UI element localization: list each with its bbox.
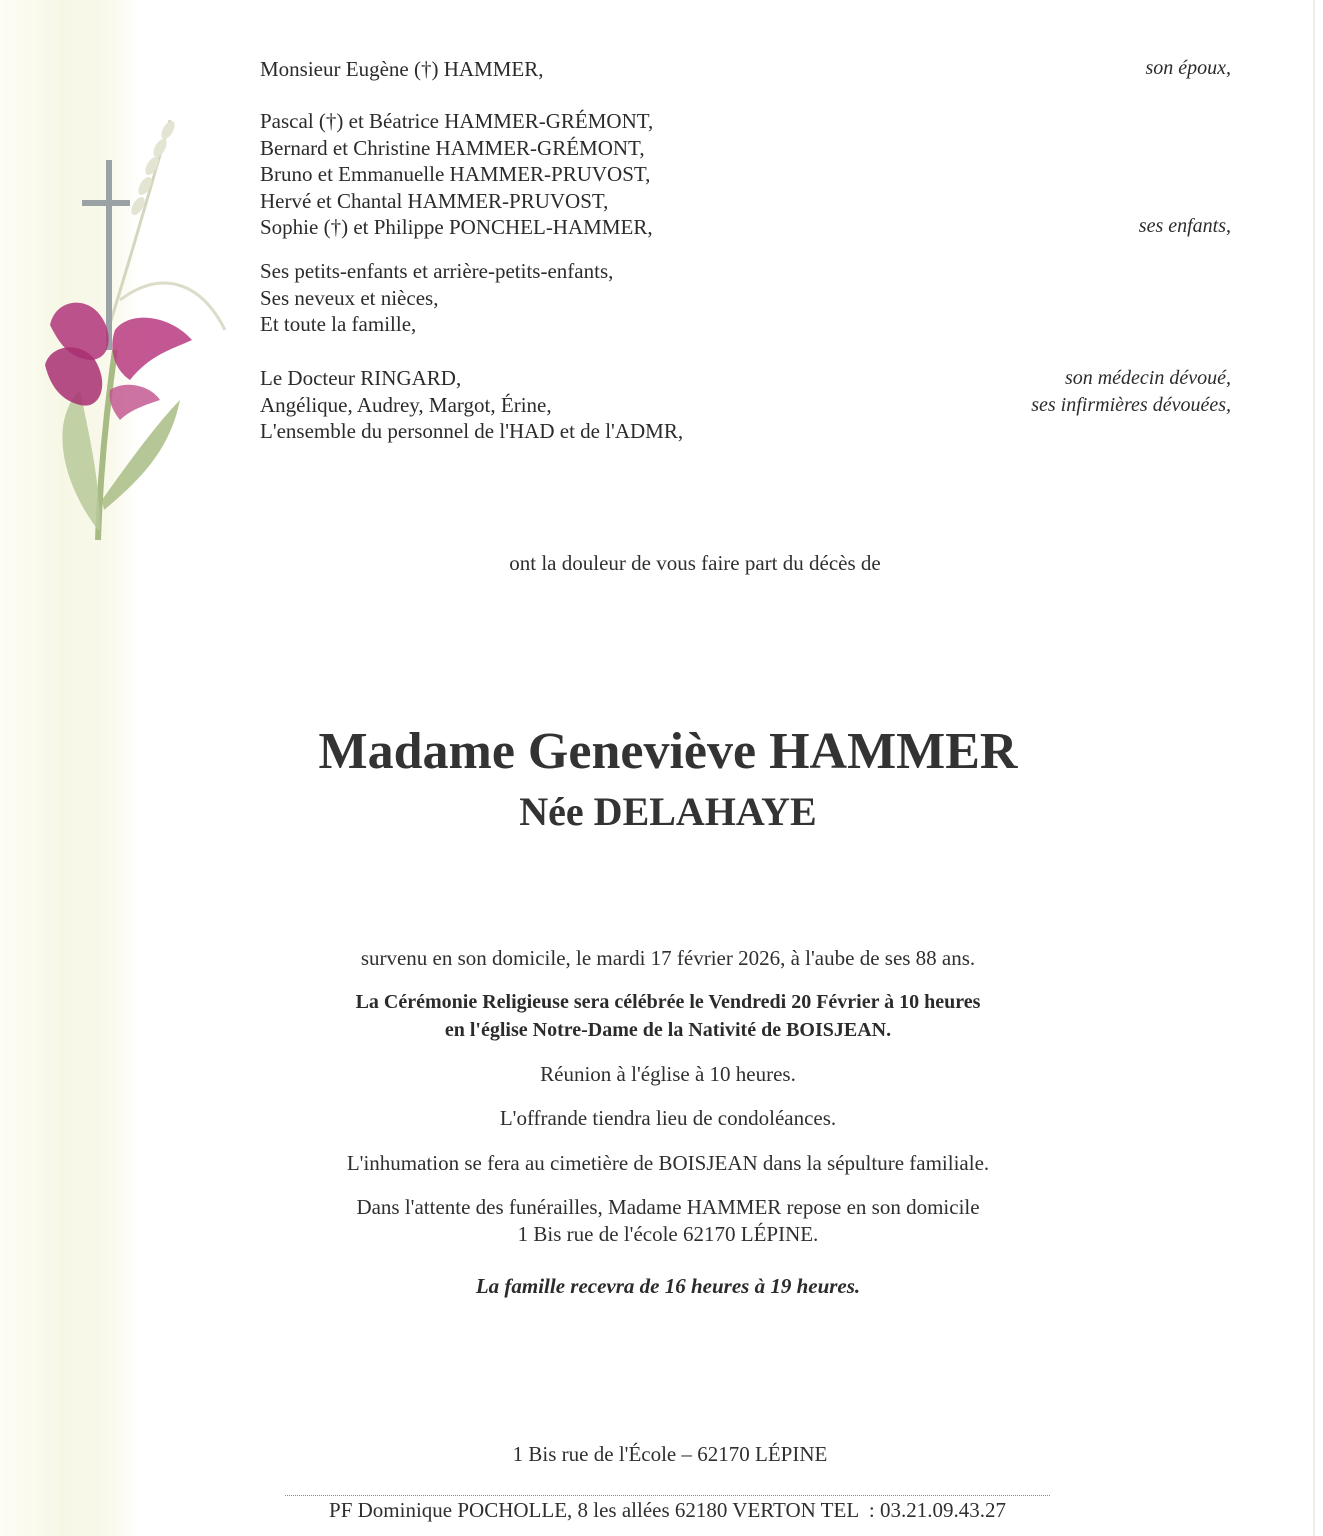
family-line: Et toute la famille, bbox=[260, 312, 417, 336]
care-team-list bbox=[260, 365, 683, 445]
ceremony-line: en l'église Notre-Dame de la Nativité de BOISJEAN. bbox=[444, 1019, 892, 1041]
funeral-home-footer: PF Dominique POCHOLLE, 8 les allées 62180 VERTON TEL : 03.21.09.43.27 bbox=[329, 1498, 1006, 1522]
care-roles bbox=[1031, 365, 1231, 418]
footer-divider bbox=[285, 1495, 1050, 1496]
visiting-hours: La famille recevra de 16 heures à 19 heures. bbox=[475, 1274, 861, 1298]
children-list bbox=[260, 108, 653, 241]
doctor-role: son médecin dévoué, bbox=[1064, 367, 1231, 389]
deceased-name: Madame Geneviève HAMMER bbox=[318, 723, 1018, 780]
announcement-text: ont la douleur de vous faire part du décès de bbox=[509, 551, 881, 575]
ceremony-line: La Cérémonie Religieuse sera célébrée le Vendredi 20 Février à 10 heures bbox=[355, 991, 981, 1013]
spouse-role: son époux, bbox=[1145, 57, 1231, 79]
rest-line: 1 Bis rue de l'école 62170 LÉPINE. bbox=[517, 1222, 819, 1246]
rest-details bbox=[0, 1194, 1323, 1248]
spouse-name: Monsieur Eugène (†) HAMMER, bbox=[260, 57, 544, 81]
burial-details: L'inhumation se fera au cimetière de BOISJEAN dans la sépulture familiale. bbox=[346, 1151, 990, 1175]
nurses-role: ses infirmières dévouées, bbox=[1031, 393, 1231, 416]
children-role: ses enfants, bbox=[1138, 215, 1231, 237]
family-line: Ses petits-enfants et arrière-petits-enfants, bbox=[260, 259, 614, 283]
address-line: 1 Bis rue de l'École – 62170 LÉPINE bbox=[512, 1442, 828, 1466]
rest-line: Dans l'attente des funérailles, Madame HAMMER repose en son domicile bbox=[356, 1195, 980, 1219]
death-details: survenu en son domicile, le mardi 17 février 2026, à l'aube de ses 88 ans. bbox=[360, 946, 976, 970]
child-line: Sophie (†) et Philippe PONCHEL-HAMMER, bbox=[260, 215, 653, 239]
child-line: Pascal (†) et Béatrice HAMMER-GRÉMONT, bbox=[260, 109, 654, 133]
child-line: Hervé et Chantal HAMMER-PRUVOST, bbox=[260, 188, 609, 213]
child-line: Bruno et Emmanuelle HAMMER-PRUVOST, bbox=[260, 162, 651, 186]
family-line: Ses neveux et nièces, bbox=[260, 285, 439, 310]
care-line: L'ensemble du personnel de l'HAD et de l'ADMR, bbox=[260, 419, 684, 443]
meeting-details: Réunion à l'église à 10 heures. bbox=[540, 1062, 796, 1086]
extended-family-list bbox=[260, 258, 613, 338]
care-line: Angélique, Audrey, Margot, Érine, bbox=[260, 392, 552, 417]
offering-details: L'offrande tiendra lieu de condoléances. bbox=[499, 1106, 837, 1130]
calla-lily-cross-icon bbox=[20, 100, 240, 560]
care-line: Le Docteur RINGARD, bbox=[260, 366, 462, 390]
ceremony-details bbox=[0, 988, 1323, 1044]
child-line: Bernard et Christine HAMMER-GRÉMONT, bbox=[260, 135, 645, 160]
deceased-maiden-name: Née DELAHAYE bbox=[519, 789, 817, 834]
